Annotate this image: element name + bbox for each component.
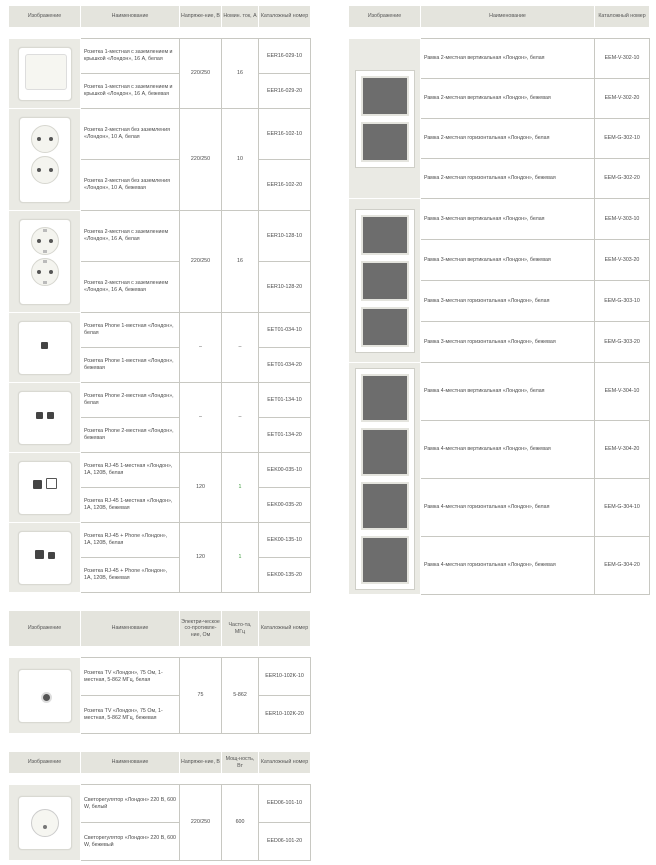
catalog-code: EER10-128-20 [259,262,311,313]
header-resistance: Электри-ческое со-противле-ние, Ом [180,611,222,647]
header-name: Наименование [81,6,180,28]
catalog-code: EER16-029-20 [259,74,311,109]
product-name: Рамка 3-местная вертикальная «Лондон», белая [421,199,595,240]
catalog-code: EEM-G-303-20 [595,322,650,363]
double-socket-image [9,109,81,211]
table-row [9,785,311,823]
product-name: Рамка 3-местная горизонтальная «Лондон», белая [421,281,595,322]
header-frequency: Часто-та, МГц [222,611,259,647]
catalog-code: EEM-V-303-20 [595,240,650,281]
current-value: 16 [222,211,259,313]
product-name: Розетка Phone 1-местная «Лондон», бежевая [81,348,180,383]
table-row [9,453,311,488]
catalog-code: EED06-101-10 [259,785,311,823]
header-image: Изображение [9,611,81,647]
rj45-phone-socket-image [9,523,81,593]
catalog-code: EEK00-135-20 [259,558,311,593]
table-row [9,523,311,558]
product-name: Рамка 2-местная вертикальная «Лондон», белая [421,39,595,79]
header-catalog: Каталожный номер [595,6,650,28]
table-row [9,109,311,160]
product-name: Розетка Phone 2-местная «Лондон», белая [81,383,180,418]
current-value: – [222,383,259,453]
product-name: Рамка 4-местная горизонтальная «Лондон», белая [421,479,595,537]
voltage-value: 220/250 [180,211,222,313]
product-name: Розетка 2-местная без заземления «Лондон», 10 А, бежевая [81,160,180,211]
product-name: Розетка 2-местная с заземлением «Лондон», 16 А, белая [81,211,180,262]
product-name: Розетка 1-местная с заземлением и крышкой «Лондон», 16 А, белая [81,39,180,74]
header-image: Изображение [9,752,81,774]
rj45-socket-image [9,453,81,523]
catalog-code: EER16-029-10 [259,39,311,74]
catalog-code: EEK00-035-20 [259,488,311,523]
header-voltage: Напряже-ние, В [180,752,222,774]
product-name: Розетка RJ-45 1-местная «Лондон», 1А, 120В, белая [81,453,180,488]
catalog-code: EER16-102-20 [259,160,311,211]
resistance-value: 75 [180,658,222,734]
voltage-value: – [180,313,222,383]
voltage-value: 120 [180,453,222,523]
catalog-code: EEM-V-302-10 [595,39,650,79]
product-name: Рамка 2-местная горизонтальная «Лондон», бежевая [421,159,595,199]
table-row [9,383,311,418]
catalog-code: EER10-102K-20 [259,696,311,734]
voltage-value: 120 [180,523,222,593]
socket-lid-image [9,39,81,109]
catalog-code: EER10-102K-10 [259,658,311,696]
table-row [9,39,311,74]
catalog-code: EET01-034-20 [259,348,311,383]
catalog-code: EER10-128-10 [259,211,311,262]
catalog-code: EEM-G-304-20 [595,537,650,595]
header-name: Наименование [81,611,180,647]
tv-socket-table [8,610,311,734]
product-name: Розетка Phone 1-местная «Лондон», белая [81,313,180,348]
header-catalog: Каталожный номер [259,6,311,28]
table-row [9,658,311,696]
catalog-code: EEK00-035-10 [259,453,311,488]
voltage-value: 220/250 [180,109,222,211]
product-name: Розетка 2-местная с заземлением «Лондон», 16 А, бежевая [81,262,180,313]
product-name: Розетка RJ-45 + Phone «Лондон», 1А, 120В, бежевая [81,558,180,593]
header-voltage: Напряже-ние, В [180,6,222,28]
catalog-code: EEK00-135-10 [259,523,311,558]
header-name: Наименование [421,6,595,28]
power-value: 600 [222,785,259,861]
catalog-code: EED06-101-20 [259,823,311,861]
product-name: Рамка 4-местная вертикальная «Лондон», бежевая [421,421,595,479]
phone-socket-image [9,313,81,383]
current-value: 1 [222,523,259,593]
catalog-code: EEM-V-303-10 [595,199,650,240]
product-name: Розетка RJ-45 1-местная «Лондон», 1А, 120В, бежевая [81,488,180,523]
current-value: – [222,313,259,383]
voltage-value: 220/250 [180,785,222,861]
catalog-code: EEM-G-303-10 [595,281,650,322]
catalog-code: EET01-134-10 [259,383,311,418]
frames-table [348,5,650,595]
frame-2-gang-image [349,39,421,199]
product-name: Рамка 3-местная горизонтальная «Лондон», бежевая [421,322,595,363]
current-value: 1 [222,453,259,523]
product-name: Светорегулятор «Лондон» 220 В, 600 W, белый [81,785,180,823]
catalog-code: EEM-G-304-10 [595,479,650,537]
frequency-value: 5-862 [222,658,259,734]
catalog-code: EEM-G-302-10 [595,119,650,159]
catalog-code: EEM-G-302-20 [595,159,650,199]
product-name: Розетка TV «Лондон», 75 Ом, 1-местная, 5-862 МГц, белая [81,658,180,696]
product-name: Рамка 2-местная горизонтальная «Лондон», белая [421,119,595,159]
sockets-table [8,5,311,593]
header-power: Мощ-ность, Вт [222,752,259,774]
product-name: Розетка TV «Лондон», 75 Ом, 1-местная, 5-862 МГц, бежевая [81,696,180,734]
product-name: Розетка Phone 2-местная «Лондон», бежевая [81,418,180,453]
header-catalog: Каталожный номер [259,611,311,647]
frame-3-gang-image [349,199,421,363]
catalog-code: EER16-102-10 [259,109,311,160]
catalog-code: EET01-034-10 [259,313,311,348]
table-row [9,211,311,262]
current-value: 16 [222,39,259,109]
double-earth-socket-image [9,211,81,313]
table-row [349,363,650,421]
header-current: Номин. ток, А [222,6,259,28]
tv-socket-image [9,658,81,734]
current-value: 10 [222,109,259,211]
catalog-code: EEM-V-304-10 [595,363,650,421]
table-row [349,199,650,240]
catalog-code: EEM-V-302-20 [595,79,650,119]
product-name: Рамка 4-местная горизонтальная «Лондон», бежевая [421,537,595,595]
product-name: Рамка 2-местная вертикальная «Лондон», бежевая [421,79,595,119]
product-name: Рамка 4-местная вертикальная «Лондон», белая [421,363,595,421]
table-row [9,313,311,348]
voltage-value: – [180,383,222,453]
header-image: Изображение [9,6,81,28]
header-catalog: Каталожный номер [259,752,311,774]
header-name: Наименование [81,752,180,774]
product-name: Рамка 3-местная вертикальная «Лондон», бежевая [421,240,595,281]
product-name: Розетка 1-местная с заземлением и крышкой «Лондон», 16 А, бежевая [81,74,180,109]
header-image: Изображение [349,6,421,28]
product-name: Розетка RJ-45 + Phone «Лондон», 1А, 120В, белая [81,523,180,558]
product-name: Светорегулятор «Лондон» 220 В, 600 W, бежевый [81,823,180,861]
frame-4-gang-image [349,363,421,595]
dimmer-table [8,751,311,861]
catalog-code: EET01-134-20 [259,418,311,453]
dimmer-image [9,785,81,861]
phone-double-socket-image [9,383,81,453]
voltage-value: 220/250 [180,39,222,109]
product-name: Розетка 2-местная без заземления «Лондон», 10 А, белая [81,109,180,160]
catalog-code: EEM-V-304-20 [595,421,650,479]
table-row [349,39,650,79]
